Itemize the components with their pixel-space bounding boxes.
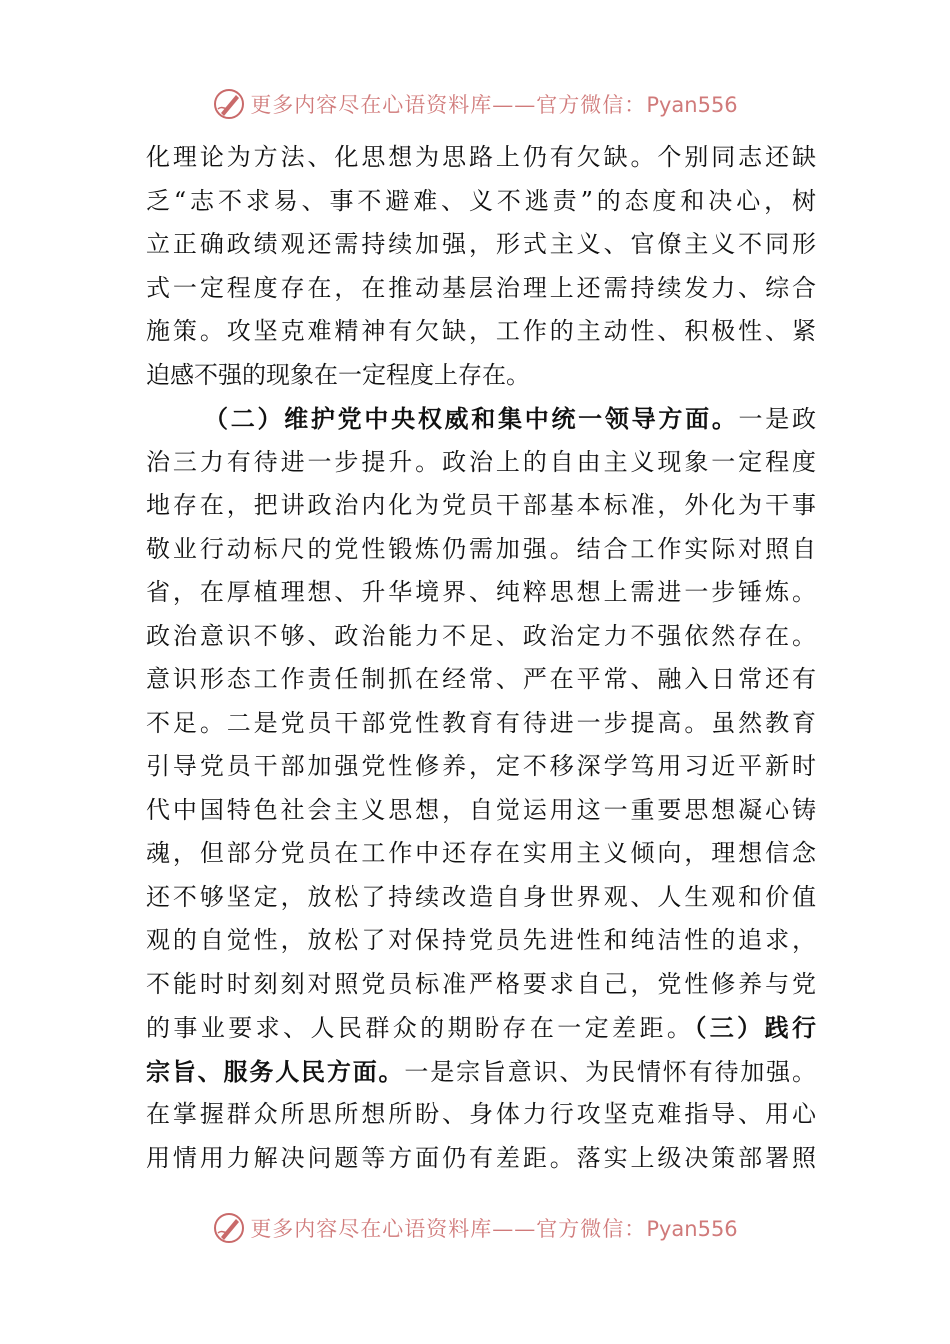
text-line: 代中国特色社会主义思想，自觉运用这一重要思想凝心铸 (146, 795, 816, 824)
watermark-label: 更多内容尽在心语资料库——官方微信： (250, 93, 647, 117)
text-line: 治三力有待进一步提升。政治上的自由主义现象一定程度 (146, 447, 816, 476)
section-heading: （三）践行 (694, 1013, 816, 1042)
text-line: 施策。攻坚克难精神有欠缺，工作的主动性、积极性、紧 (146, 317, 816, 345)
text-line: 敬业行动标尺的党性锻炼仍需加强。结合工作实际对照自 (146, 534, 816, 563)
text-line: 意识形态工作责任制抓在经常、严在平常、融入日常还有 (146, 665, 816, 693)
text-line: 立正确政绩观还需持续加强，形式主义、官僚主义不同形 (146, 230, 816, 258)
text-line: 不足。二是党员干部党性教育有待进一步提高。虽然教育 (146, 708, 816, 737)
pen-logo-icon (212, 87, 246, 121)
watermark-text (250, 1213, 737, 1243)
watermark-wechat-id: Pyan556 (646, 93, 738, 117)
text-line: 地存在，把讲政治内化为党员干部基本标准，外化为干事 (146, 491, 816, 519)
section-heading: （二）维护党中央权威和集中统一领导方面。 (204, 404, 739, 433)
text-line: 式一定程度存在，在推动基层治理上还需持续发力、综合 (146, 273, 816, 302)
document-body (146, 136, 816, 1180)
text-line: 乏“志不求易、事不避难、义不逃责”的态度和决心，树 (146, 186, 816, 215)
watermark-text (250, 89, 737, 119)
text-line: 化理论为方法、化思想为思路上仍有欠缺。个别同志还缺 (146, 143, 816, 171)
watermark-label: 更多内容尽在心语资料库——官方微信： (250, 1217, 647, 1241)
text-line: 用情用力解决问题等方面仍有差距。落实上级决策部署照 (146, 1143, 816, 1172)
section-heading-line: （二）维护党中央权威和集中统一领导方面。一是政 (204, 404, 816, 433)
section-heading: 宗旨、服务人民方面。 (146, 1056, 405, 1086)
watermark-footer (0, 1208, 950, 1248)
text-line: 政治意识不够、政治能力不足、政治定力不强依然存在。 (146, 621, 816, 650)
text-line: 不能时时刻刻对照党员标准严格要求自己，党性修养与党 (146, 969, 816, 998)
pen-logo-icon (212, 1211, 246, 1245)
text-line: 引导党员干部加强党性修养，定不移深学笃用习近平新时 (146, 752, 816, 780)
text-line: 还不够坚定，放松了持续改造自身世界观、人生观和价值 (146, 882, 816, 911)
text-line: 在掌握群众所思所想所盼、身体力行攻坚克难指导、用心 (146, 1100, 816, 1128)
text-line: 的事业要求、人民群众的期盼存在一定差距。（三）践行 (146, 1013, 816, 1042)
text-line: 迫感不强的现象在一定程度上存在。 (146, 360, 530, 389)
text-line: 宗旨、服务人民方面。一是宗旨意识、为民情怀有待加强。 (146, 1056, 816, 1086)
watermark-header (0, 84, 950, 124)
text-line: 省，在厚植理想、升华境界、纯粹思想上需进一步锤炼。 (146, 578, 816, 606)
text-line: 魂，但部分党员在工作中还存在实用主义倾向，理想信念 (146, 839, 816, 867)
watermark-wechat-id: Pyan556 (646, 1217, 738, 1241)
text-line: 观的自觉性，放松了对保持党员先进性和纯洁性的追求， (146, 926, 816, 954)
